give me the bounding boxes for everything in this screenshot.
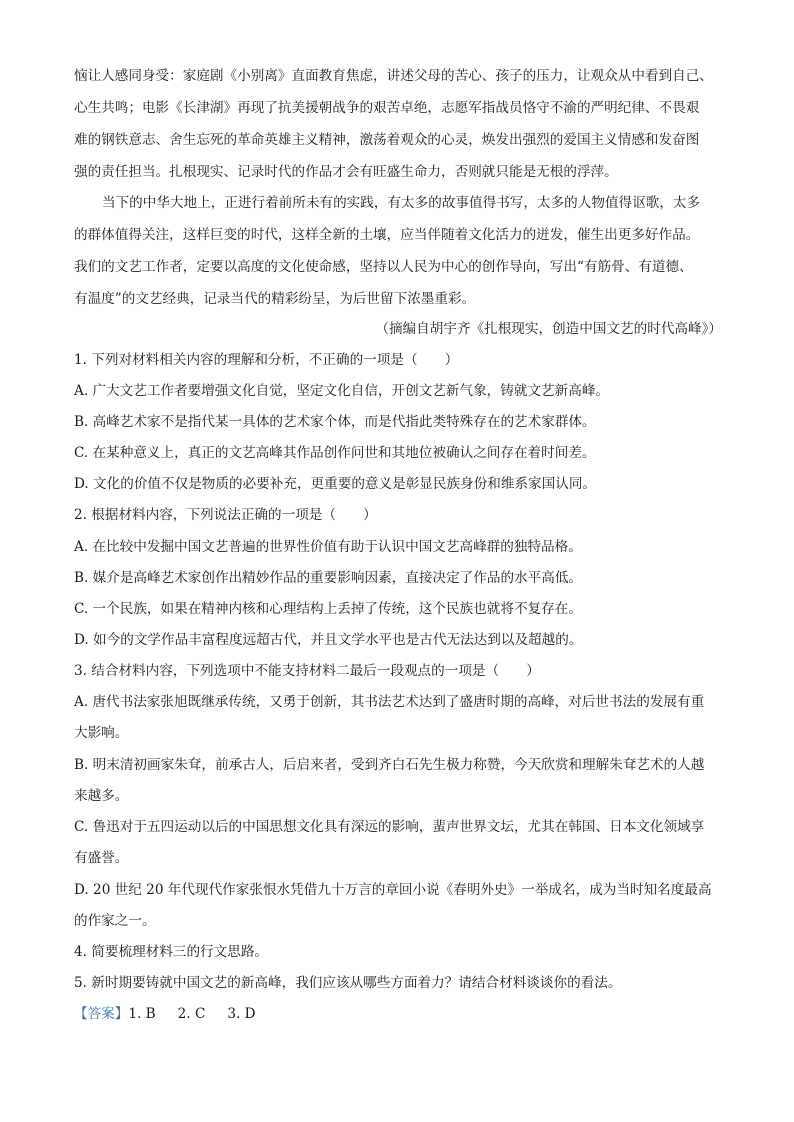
question-3-option-a: A. 唐代书法家张旭既继承传统，又勇于创新，其书法艺术达到了盛唐时期的高峰，对后世书法的发展有重 — [74, 694, 705, 710]
question-2-option-b: B. 媒介是高峰艺术家创作出精妙作品的重要影响因素，直接决定了作品的水平高低。 — [74, 570, 583, 586]
question-3-option-b-cont: 来越多。 — [74, 788, 129, 804]
question-1-option-d: D. 文化的价值不仅是物质的必要补充，更重要的意义是彰显民族身份和维系家国认同。 — [74, 476, 597, 492]
question-stem-2: 2. 根据材料内容，下列说法正确的一项是（ ） — [74, 507, 377, 523]
question-stem-5: 5. 新时期要铸就中国文艺的新高峰，我们应该从哪些方面着力？请结合材料谈谈你的看法。 — [74, 975, 622, 991]
passage-line: 强的责任担当。扎根现实、记录时代的作品才会有旺盛生命力，否则就只能是无根的浮萍。 — [74, 164, 618, 180]
passage-line: 难的钢铁意志、舍生忘死的革命英雄主义精神，激荡着观众的心灵，焕发出强烈的爱国主义情感和发奋图 — [74, 132, 700, 148]
question-1-option-b: B. 高峰艺术家不是指代某一具体的艺术家个体，而是代指此类特殊存在的艺术家群体。 — [74, 414, 596, 430]
passage-line: 的群体值得关注，这样巨变的时代，这样全新的土壤，应当伴随着文化活力的迸发，催生出更多好作品。 — [74, 227, 700, 243]
question-stem-1: 1. 下列对材料相关内容的理解和分析，不正确的一项是（ ） — [74, 352, 459, 368]
passage-line: 有温度”的文艺经典，记录当代的精彩纷呈，为后世留下浓墨重彩。 — [74, 291, 476, 307]
question-2-option-c: C. 一个民族，如果在精神内核和心理结构上丢掉了传统，这个民族也就将不复存在。 — [74, 601, 582, 617]
passage-source: （摘编自胡宇齐《扎根现实，创造中国文艺的时代高峰》） — [375, 321, 722, 337]
answer-tag: 【答案】 — [74, 1006, 129, 1022]
question-2-option-d: D. 如今的文学作品丰富程度远超古代，并且文学水平也是古代无法达到以及超越的。 — [74, 632, 583, 648]
answer-item: 1. B — [128, 1006, 156, 1022]
question-1-option-c: C. 在某种意义上，真正的文艺高峰其作品创作问世和其地位被确认之间存在着时间差。 — [74, 445, 596, 461]
question-3-option-d-cont: 的作家之一。 — [74, 913, 156, 929]
answer-item: 3. D — [227, 1006, 256, 1022]
question-3-option-c: C. 鲁迅对于五四运动以后的中国思想文化具有深远的影响，蜚声世界文坛，尤其在韩国、日本文化领域享 — [74, 819, 705, 835]
answer-line — [74, 1004, 256, 1024]
answer-item: 2. C — [177, 1006, 206, 1022]
passage-line: 恼让人感同身受：家庭剧《小别离》直面教育焦虑，讲述父母的苦心、孩子的压力，让观众从中看到自己、 — [74, 68, 713, 84]
question-1-option-a: A. 广大文艺工作者要增强文化自觉，坚定文化自信，开创文艺新气象，铸就文艺新高峰。 — [74, 383, 610, 399]
question-3-option-a-cont: 大影响。 — [74, 725, 129, 741]
passage-line: 当下的中华大地上，正进行着前所未有的实践，有太多的故事值得书写，太多的人物值得讴歌，太多 — [102, 195, 701, 211]
passage-line: 心生共鸣；电影《长津湖》再现了抗美援朝战争的艰苦卓绝，志愿军指战员恪守不渝的严明纪律、不畏艰 — [74, 100, 700, 116]
question-3-option-d: D. 20 世纪 20 年代现代作家张恨水凭借九十万言的章回小说《春明外史》一举成名，成为当时知名度最高 — [74, 882, 712, 898]
question-2-option-a: A. 在比较中发掘中国文艺普遍的世界性价值有助于认识中国文艺高峰群的独特品格。 — [74, 539, 582, 555]
question-stem-4: 4. 简要梳理材料三的行文思路。 — [74, 944, 269, 960]
question-stem-3: 3. 结合材料内容，下列选项中不能支持材料二最后一段观点的一项是（ ） — [74, 663, 540, 679]
question-3-option-b: B. 明末清初画家朱耷，前承古人，后启来者，受到齐白石先生极力称赞，今天欣赏和理解朱耷艺术的人越 — [74, 757, 705, 773]
passage-line: 我们的文艺工作者，定要以高度的文化使命感，坚持以人民为中心的创作导向，写出“有筋骨、有道德、 — [74, 259, 693, 275]
question-3-option-c-cont: 有盛誉。 — [74, 850, 129, 866]
